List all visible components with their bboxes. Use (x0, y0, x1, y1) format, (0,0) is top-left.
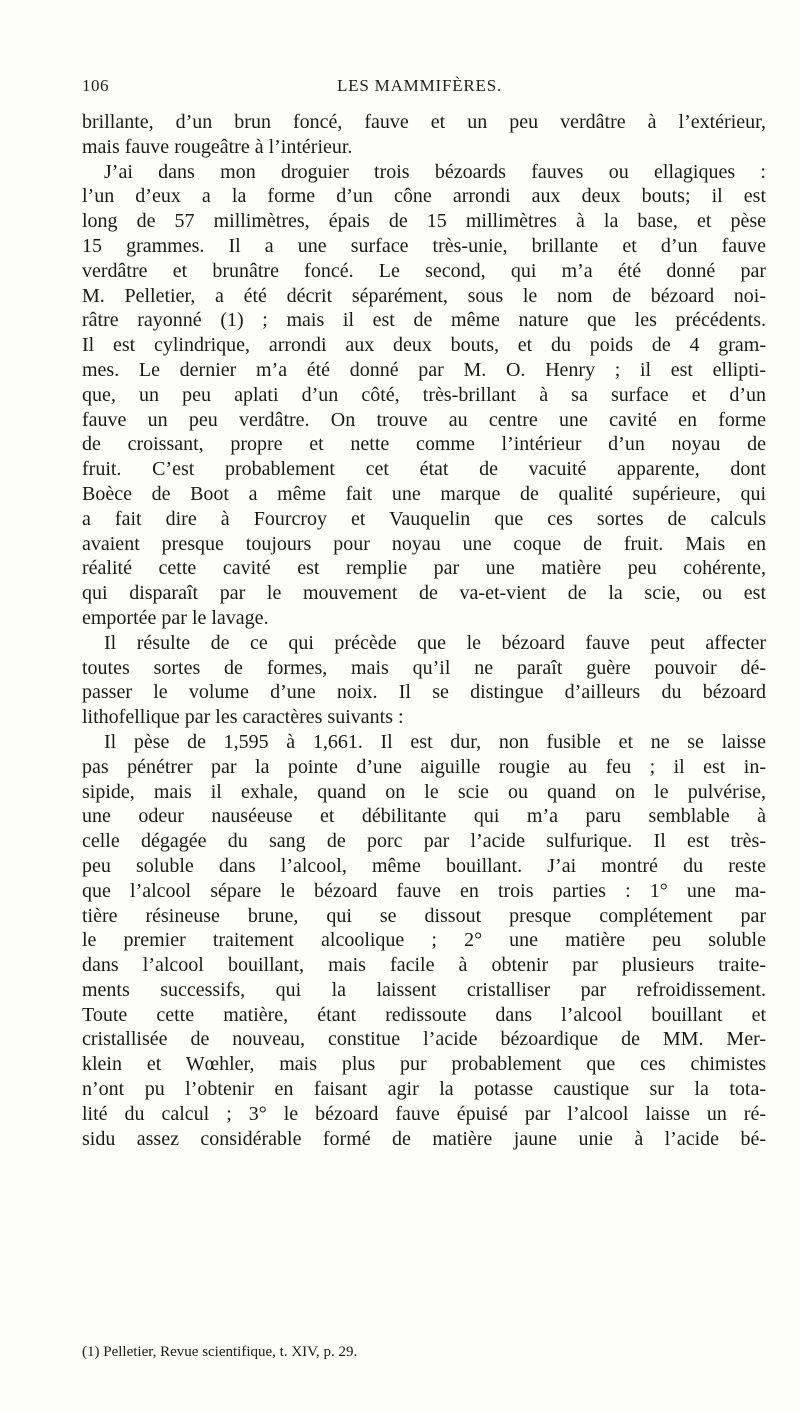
text-line: Il est cylindrique, arrondi aux deux bouts, et du poids de 4 gram- (82, 334, 766, 357)
text-line: lité du calcul ; 3° le bézoard fauve épuisé par l’alcool laisse un ré- (82, 1102, 766, 1125)
text-line: Toute cette matière, étant redissoute dans l’alcool bouillant et (82, 1003, 766, 1026)
footnote: (1) Pelletier, Revue scientifique, t. XIV, p. 29. (82, 1344, 358, 1360)
text-line: réalité cette cavité est remplie par une matière peu cohérente, (82, 557, 766, 580)
text-line: mais fauve rougeâtre à l’intérieur. (82, 135, 353, 158)
text-line: sipide, mais il exhale, quand on le scie ou quand on le pulvérise, (82, 780, 766, 803)
text-line: tière résineuse brune, qui se dissout presque complétement par (82, 904, 766, 927)
text-line: cristallisée de nouveau, constitue l’acide bézoardique de MM. Mer- (82, 1028, 766, 1051)
body-text (82, 110, 766, 1151)
text-line: J’ai dans mon droguier trois bézoards fauves ou ellagiques : (104, 160, 766, 183)
text-line: brillante, d’un brun foncé, fauve et un peu verdâtre à l’extérieur, (82, 111, 766, 133)
text-line: a fait dire à Fourcroy et Vauquelin que ces sortes de calculs (82, 507, 766, 530)
text-line: dans l’alcool bouillant, mais facile à obtenir par plusieurs traite- (82, 954, 766, 977)
text-line: ments successifs, qui la laissent cristalliser par refroidissement. (82, 978, 766, 1001)
text-line: Il résulte de ce qui précède que le bézoard fauve peut affecter (104, 631, 766, 654)
text-line: l’un d’eux a la forme d’un cône arrondi aux deux bouts; il est (82, 185, 766, 208)
text-line: fruit. C’est probablement cet état de vacuité apparente, dont (82, 458, 766, 481)
text-line: emportée par le lavage. (82, 606, 269, 629)
text-line: verdâtre et brunâtre foncé. Le second, qui m’a été donné par (82, 259, 766, 282)
page-number: 106 (82, 76, 109, 95)
text-line: lithofellique par les caractères suivants : (82, 706, 404, 729)
text-line: passer le volume d’une noix. Il se distingue d’ailleurs du bézoard (82, 681, 766, 704)
text-line: pas pénétrer par la pointe d’une aiguille rougie au feu ; il est in- (82, 755, 766, 778)
text-line: fauve un peu verdâtre. On trouve au centre une cavité en forme (82, 408, 766, 431)
text-line: que, un peu aplati d’un côté, très-brillant à sa surface et d’un (82, 383, 766, 406)
text-line: long de 57 millimètres, épais de 15 millimètres à la base, et pèse (82, 210, 766, 233)
text-line: n’ont pu l’obtenir en faisant agir la potasse caustique sur la tota- (82, 1078, 766, 1101)
text-line: mes. Le dernier m’a été donné par M. O. Henry ; il est ellipti- (82, 358, 766, 381)
text-line: celle dégagée du sang de porc par l’acide sulfurique. Il est très- (82, 830, 766, 853)
text-line: le premier traitement alcoolique ; 2° une matière peu soluble (82, 929, 766, 952)
text-line: toutes sortes de formes, mais qu’il ne paraît guère pouvoir dé- (82, 656, 766, 679)
text-line: sidu assez considérable formé de matière jaune unie à l’acide bé- (82, 1127, 766, 1150)
running-title: LES MAMMIFÈRES. (337, 76, 503, 95)
text-line: Boèce de Boot a même fait une marque de qualité supérieure, qui (82, 482, 766, 505)
text-line: qui disparaît par le mouvement de va-et-vient de la scie, ou est (82, 582, 766, 605)
text-line: une odeur nauséeuse et débilitante qui m’a paru semblable à (82, 805, 766, 828)
text-line: râtre rayonné (1) ; mais il est de même nature que les précédents. (82, 309, 766, 332)
text-line: peu soluble dans l’alcool, même bouillant. J’ai montré du reste (82, 854, 766, 877)
text-line: M. Pelletier, a été décrit séparément, sous le nom de bézoard noi- (82, 284, 766, 307)
text-line: avaient presque toujours pour noyau une coque de fruit. Mais en (82, 532, 766, 555)
text-line: klein et Wœhler, mais plus pur probablement que ces chimistes (82, 1053, 766, 1076)
text-line: 15 grammes. Il a une surface très-unie, brillante et d’un fauve (82, 234, 766, 257)
page-header (82, 76, 762, 100)
text-line: Il pèse de 1,595 à 1,661. Il est dur, non fusible et ne se laisse (104, 730, 766, 753)
text-line: de croissant, propre et nette comme l’intérieur d’un noyau de (82, 433, 766, 456)
text-line: que l’alcool sépare le bézoard fauve en trois parties : 1° une ma- (82, 879, 766, 902)
